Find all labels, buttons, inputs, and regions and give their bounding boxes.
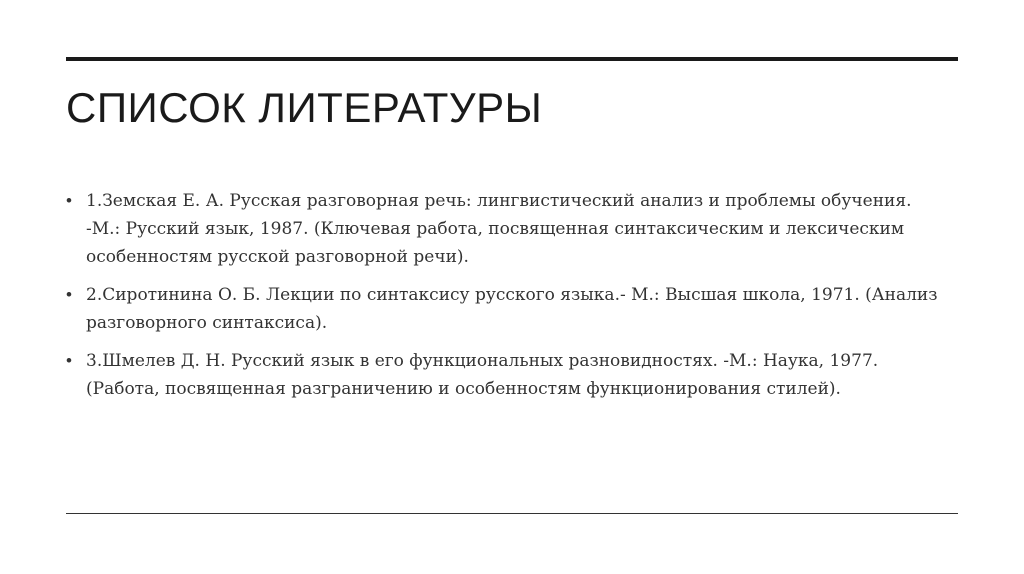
reference-text: 1.Земская Е. А. Русская разговорная речь: лингвистический анализ и проблемы обучения. -М.: Русский язык, 1987. (Ключевая работа, посвященная синтаксическим и лексическим особенностям русской разговорной речи). xyxy=(86,191,912,267)
reference-text: 2.Сиротинина О. Б. Лекции по синтаксису русского языка.- М.: Высшая школа, 1971. (Анализ разговорного синтаксиса). xyxy=(86,285,938,333)
reference-list xyxy=(66,187,946,413)
bullet-icon: • xyxy=(66,191,72,210)
bullet-icon: • xyxy=(66,351,72,370)
reference-text: 3.Шмелев Д. Н. Русский язык в его функциональных разновидностях. -М.: Наука, 1977. (Работа, посвященная разграничению и особенностям функционирования стилей). xyxy=(86,351,879,399)
reference-item xyxy=(66,347,946,403)
bottom-divider xyxy=(66,513,958,514)
reference-item xyxy=(66,281,946,337)
bullet-icon: • xyxy=(66,285,72,304)
top-divider xyxy=(66,57,958,61)
slide-title: СПИСОК ЛИТЕРАТУРЫ xyxy=(66,84,543,131)
reference-item xyxy=(66,187,946,271)
